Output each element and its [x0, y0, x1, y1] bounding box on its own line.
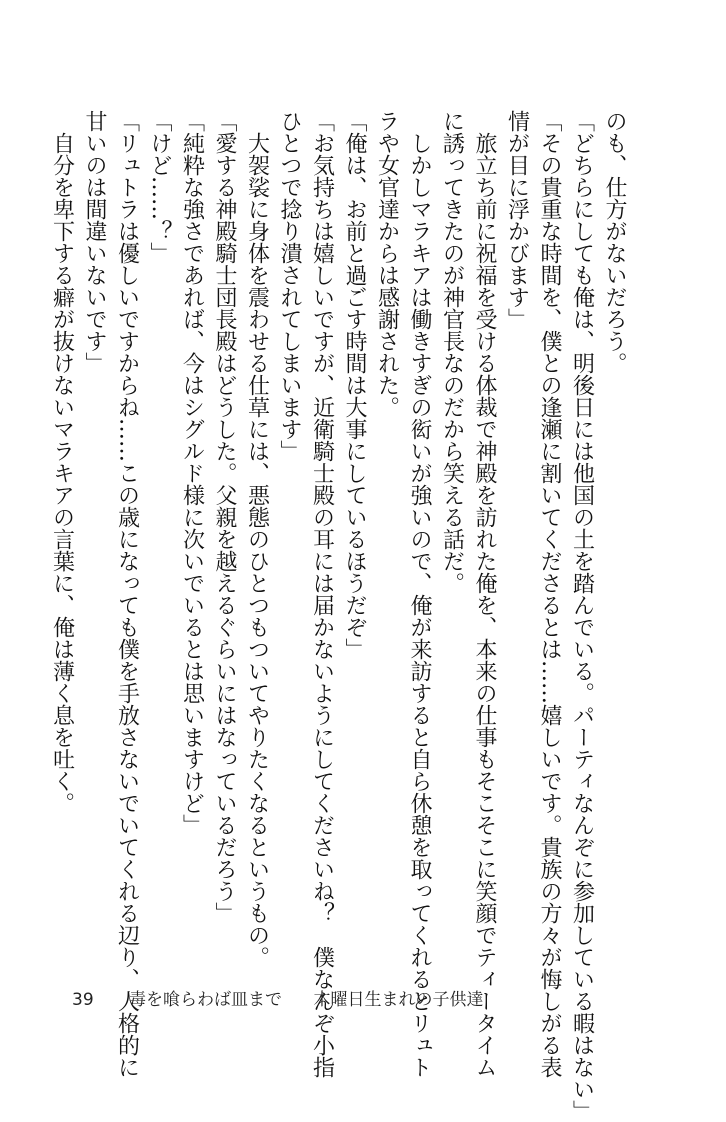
- text-line: 「お気持ちは嬉しいですが、近衛騎士殿の耳には届かないようにしてくださいね？ 僕なんぞ小指: [309, 110, 335, 1078]
- book-title: 毒を喰らわば皿まで: [129, 990, 283, 1010]
- text-line: ラや女官達からは感謝された。: [374, 110, 400, 418]
- page-number: 39: [72, 990, 94, 1010]
- text-line: に誘ってきたのが神官長なのだから笑える話だ。: [439, 110, 465, 594]
- text-line: のも、仕方がないだろう。: [602, 110, 627, 374]
- text-line: ひとつで捻り潰されてしまいます」: [277, 110, 302, 462]
- text-line: 「愛する神殿騎士団長殿はどうした。父親を越えるぐらいにはなっているだろう」: [212, 110, 237, 924]
- page-footer: [72, 985, 483, 1010]
- text-line: 旅立ち前に祝福を受ける体裁で神殿を訪れた俺を、本来の仕事もそこそこに笑顔でティータイム: [472, 110, 497, 1078]
- text-line: 「純粋な強さであれば、今はシグルド様に次いでいるとは思いますけど」: [179, 110, 205, 836]
- text-line: 「リュトラは優しいですからね……この歳になっても僕を手放さないでいてくれる辺り、人格的に: [114, 110, 140, 1078]
- text-line: しかしマラキアは働きすぎの衒いが強いので、俺が来訪すると自ら休憩を取ってくれるとリュト: [407, 110, 432, 1078]
- text-line: 「俺は、お前と過ごす時間は大事にしているほうだぞ」: [342, 110, 367, 660]
- text-line: 甘いのは間違いないです」: [82, 110, 107, 374]
- text-line: 自分を卑下する癖が抜けないマラキアの言葉に、俺は薄く息を吐く。: [49, 110, 75, 814]
- text-line: 情が目に浮かびます」: [504, 110, 530, 330]
- chapter-title: 木曜日生まれの子供達: [313, 990, 484, 1010]
- text-line: 「けど……？」: [147, 110, 172, 264]
- text-line: 「その貴重な時間を、僕との逢瀬に割いてくださるとは……嬉しいです。貴族の方々が悔しがる表: [537, 110, 562, 1078]
- text-line: 大袈裟に身体を震わせる仕草には、悪態のひとつもついてやりたくなるというもの。: [244, 110, 270, 968]
- text-line: 「どちらにしても俺は、明後日には他国の土を踏んでいる。パーティなんぞに参加している暇はない」: [569, 110, 595, 1122]
